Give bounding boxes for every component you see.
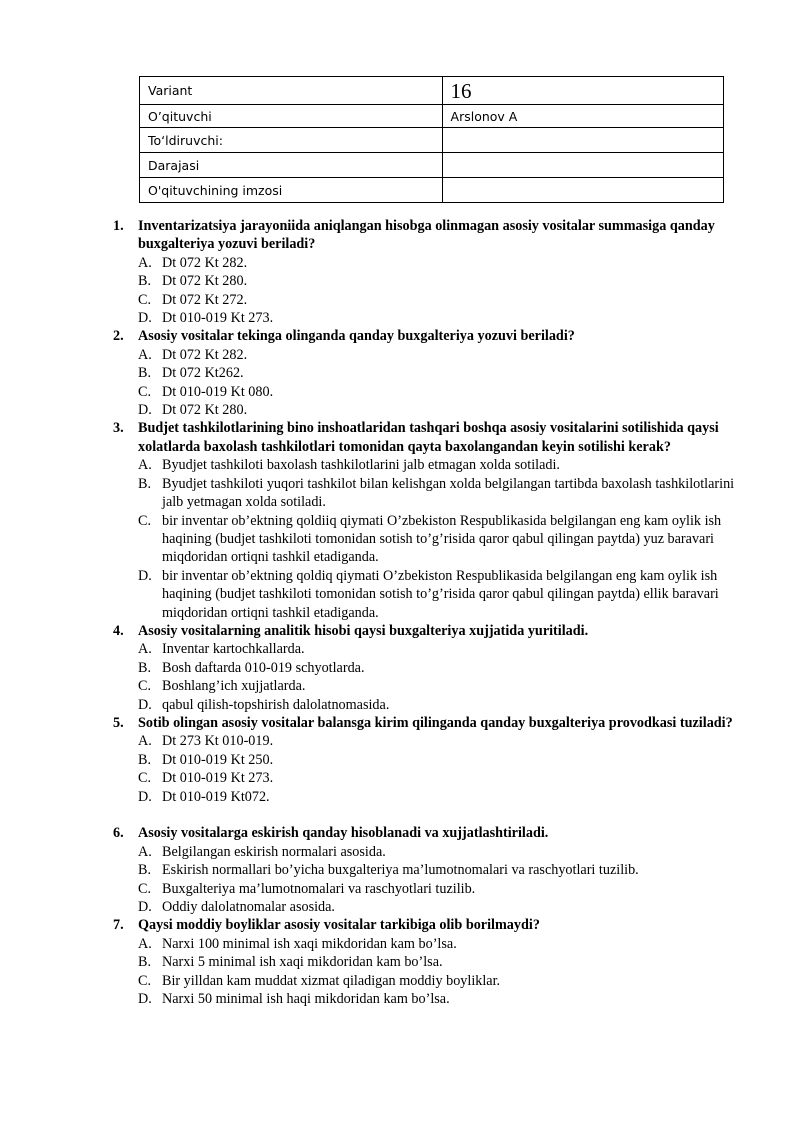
option-letter: D. xyxy=(138,899,152,916)
option-text: Narxi 50 minimal ish haqi mikdoridan kam bo’lsa. xyxy=(162,991,450,1008)
option-letter: C. xyxy=(138,383,152,400)
question-text: Asosiy vositalarga eskirish qanday hisoblanadi va xujjatlashtiriladi. xyxy=(138,825,549,842)
question-number: 7. xyxy=(113,917,124,934)
header-info-table xyxy=(139,76,724,203)
signature-value xyxy=(442,178,723,203)
option-text: Buxgalteriya ma’lumotnomalari va raschyotlari tuzilib. xyxy=(162,880,476,897)
option-text: Dt 010-019 Kt 080. xyxy=(162,383,274,400)
option-letter: A. xyxy=(138,733,152,750)
option-text: Narxi 5 minimal ish xaqi mikdoridan kam bo’lsa. xyxy=(162,954,443,971)
question-number: 6. xyxy=(113,825,124,842)
question-number: 3. xyxy=(113,420,124,437)
option-6a xyxy=(113,843,743,861)
option-letter: C. xyxy=(138,678,152,695)
option-4a xyxy=(113,640,743,658)
option-text: Dt 072 Kt 280. xyxy=(162,402,248,419)
option-4d xyxy=(113,696,743,714)
option-letter: C. xyxy=(138,291,152,308)
question-number: 2. xyxy=(113,328,124,345)
option-1a xyxy=(113,254,743,272)
option-7c xyxy=(113,972,743,990)
option-text: Inventar kartochkallarda. xyxy=(162,641,305,658)
option-letter: B. xyxy=(138,475,152,492)
question-2 xyxy=(113,327,743,345)
option-3d xyxy=(113,567,743,622)
question-3 xyxy=(113,419,743,456)
question-1 xyxy=(113,217,743,254)
filler-value xyxy=(442,128,723,153)
option-letter: B. xyxy=(138,365,152,382)
option-letter: D. xyxy=(138,402,152,419)
option-letter: A. xyxy=(138,641,152,658)
option-text: Narxi 100 minimal ish xaqi mikdoridan kam bo’lsa. xyxy=(162,935,457,952)
option-text: Eskirish normallari bo’yicha buxgalteriya ma’lumotnomalari va raschyotlari tuzilib. xyxy=(162,862,639,879)
option-letter: C. xyxy=(138,512,152,529)
option-text: Bosh daftarda 010-019 schyotlarda. xyxy=(162,659,365,676)
option-text: Dt 010-019 Kt072. xyxy=(162,788,270,805)
option-text: bir inventar ob’ektning qoldiq qiymati O’zbekiston Respublikasida belgilangan eng kam oylik ish haqining (budjet tashkiloti tomonidan sotish to’g’risida qaror qabul qilingan paytda) ellik baravari miqdoridan ortiqni tashkil etadiganda. xyxy=(162,567,719,621)
option-letter: C. xyxy=(138,880,152,897)
option-text: Dt 010-019 Kt 273. xyxy=(162,770,274,787)
option-5d xyxy=(113,788,743,806)
signature-label: O'qituvchining imzosi xyxy=(140,178,443,203)
option-text: Dt 072 Kt 272. xyxy=(162,291,248,308)
option-letter: A. xyxy=(138,843,152,860)
table-row xyxy=(140,178,724,203)
question-text: Inventarizatsiya jarayoniida aniqlangan hisobga olinmagan asosiy vositalar summasiga qanday buxgalteriya yozuvi beriladi? xyxy=(138,218,715,253)
option-5c xyxy=(113,769,743,787)
question-5 xyxy=(113,714,743,732)
option-7d xyxy=(113,990,743,1008)
option-text: Dt 010-019 Kt 273. xyxy=(162,310,274,327)
option-7a xyxy=(113,935,743,953)
option-letter: D. xyxy=(138,788,152,805)
option-1c xyxy=(113,291,743,309)
option-3a xyxy=(113,456,743,474)
question-6 xyxy=(113,824,743,842)
option-2c xyxy=(113,383,743,401)
option-4c xyxy=(113,677,743,695)
option-text: Dt 072 Kt262. xyxy=(162,365,244,382)
option-1b xyxy=(113,272,743,290)
degree-label: Darajasi xyxy=(140,153,443,178)
option-text: Dt 072 Kt 282. xyxy=(162,346,248,363)
option-letter: D. xyxy=(138,991,152,1008)
teacher-label: O’qituvchi xyxy=(140,105,443,128)
option-1d xyxy=(113,309,743,327)
option-2b xyxy=(113,364,743,382)
option-text: Dt 072 Kt 282. xyxy=(162,254,248,271)
variant-label: Variant xyxy=(140,77,443,105)
option-text: bir inventar ob’ektning qoldiiq qiymati O’zbekiston Respublikasida belgilangan eng kam oylik ish haqining (budjet tashkiloti tomonidan sotish to’g’risida qaror qabul qilingan paytda) yuz baravari miqdoridan ortiqni tashkil etadiganda. xyxy=(162,512,722,566)
table-row xyxy=(140,77,724,105)
option-2d xyxy=(113,401,743,419)
option-letter: D. xyxy=(138,310,152,327)
filler-label: To‘ldiruvchi: xyxy=(140,128,443,153)
option-6b xyxy=(113,861,743,879)
option-7b xyxy=(113,953,743,971)
option-2a xyxy=(113,346,743,364)
option-3b xyxy=(113,475,743,512)
option-text: Dt 010-019 Kt 250. xyxy=(162,751,274,768)
option-text: Bir yilldan kam muddat xizmat qiladigan moddiy boyliklar. xyxy=(162,972,501,989)
option-text: Oddiy dalolatnomalar asosida. xyxy=(162,899,335,916)
option-letter: D. xyxy=(138,567,152,584)
question-list xyxy=(113,217,743,1008)
option-letter: C. xyxy=(138,972,152,989)
option-4b xyxy=(113,659,743,677)
question-number: 4. xyxy=(113,622,124,639)
option-5a xyxy=(113,732,743,750)
option-3c xyxy=(113,512,743,567)
option-letter: A. xyxy=(138,346,152,363)
question-7 xyxy=(113,916,743,934)
option-text: Dt 072 Kt 280. xyxy=(162,273,248,290)
blank-line xyxy=(113,806,743,824)
option-6c xyxy=(113,880,743,898)
option-text: qabul qilish-topshirish dalolatnomasida. xyxy=(162,696,390,713)
table-row xyxy=(140,105,724,128)
option-letter: D. xyxy=(138,696,152,713)
teacher-value: Arslonov A xyxy=(442,105,723,128)
option-5b xyxy=(113,751,743,769)
option-6d xyxy=(113,898,743,916)
table-row xyxy=(140,153,724,178)
question-text: Asosiy vositalarning analitik hisobi qaysi buxgalteriya xujjatida yuritiladi. xyxy=(138,622,589,639)
degree-value xyxy=(442,153,723,178)
option-letter: B. xyxy=(138,862,152,879)
variant-value: 16 xyxy=(442,77,723,105)
option-letter: B. xyxy=(138,659,152,676)
option-letter: A. xyxy=(138,457,152,474)
option-letter: B. xyxy=(138,273,152,290)
option-letter: A. xyxy=(138,935,152,952)
option-text: Belgilangan eskirish normalari asosida. xyxy=(162,843,386,860)
option-text: Dt 273 Kt 010-019. xyxy=(162,733,274,750)
question-text: Budjet tashkilotlarining bino inshoatlaridan tashqari boshqa asosiy vositalarini sotilishida qaysi xolatlarda baxolash tashkilotlari tomonidan qayta baxolangandan keyin sotilishi kerak? xyxy=(138,420,719,455)
question-text: Asosiy vositalar tekinga olinganda qanday buxgalteriya yozuvi beriladi? xyxy=(138,328,575,345)
option-text: Byudjet tashkiloti baxolash tashkilotlarini jalb etmagan xolda sotiladi. xyxy=(162,457,560,474)
question-text: Qaysi moddiy boyliklar asosiy vositalar tarkibiga olib borilmaydi? xyxy=(138,917,540,934)
question-text: Sotib olingan asosiy vositalar balansga kirim qilinganda qanday buxgalteriya provodkasi tuziladi? xyxy=(138,714,733,731)
table-row xyxy=(140,128,724,153)
option-letter: C. xyxy=(138,770,152,787)
question-4 xyxy=(113,622,743,640)
option-letter: B. xyxy=(138,954,152,971)
option-letter: A. xyxy=(138,254,152,271)
question-number: 1. xyxy=(113,218,124,234)
question-number: 5. xyxy=(113,714,124,731)
option-text: Boshlang’ich xujjatlarda. xyxy=(162,678,306,695)
option-text: Byudjet tashkiloti yuqori tashkilot bilan kelishgan xolda belgilangan tartibda baxolash tashkilotlarini jalb yetmagan xolda sotiladi. xyxy=(162,475,735,511)
option-letter: B. xyxy=(138,751,152,768)
